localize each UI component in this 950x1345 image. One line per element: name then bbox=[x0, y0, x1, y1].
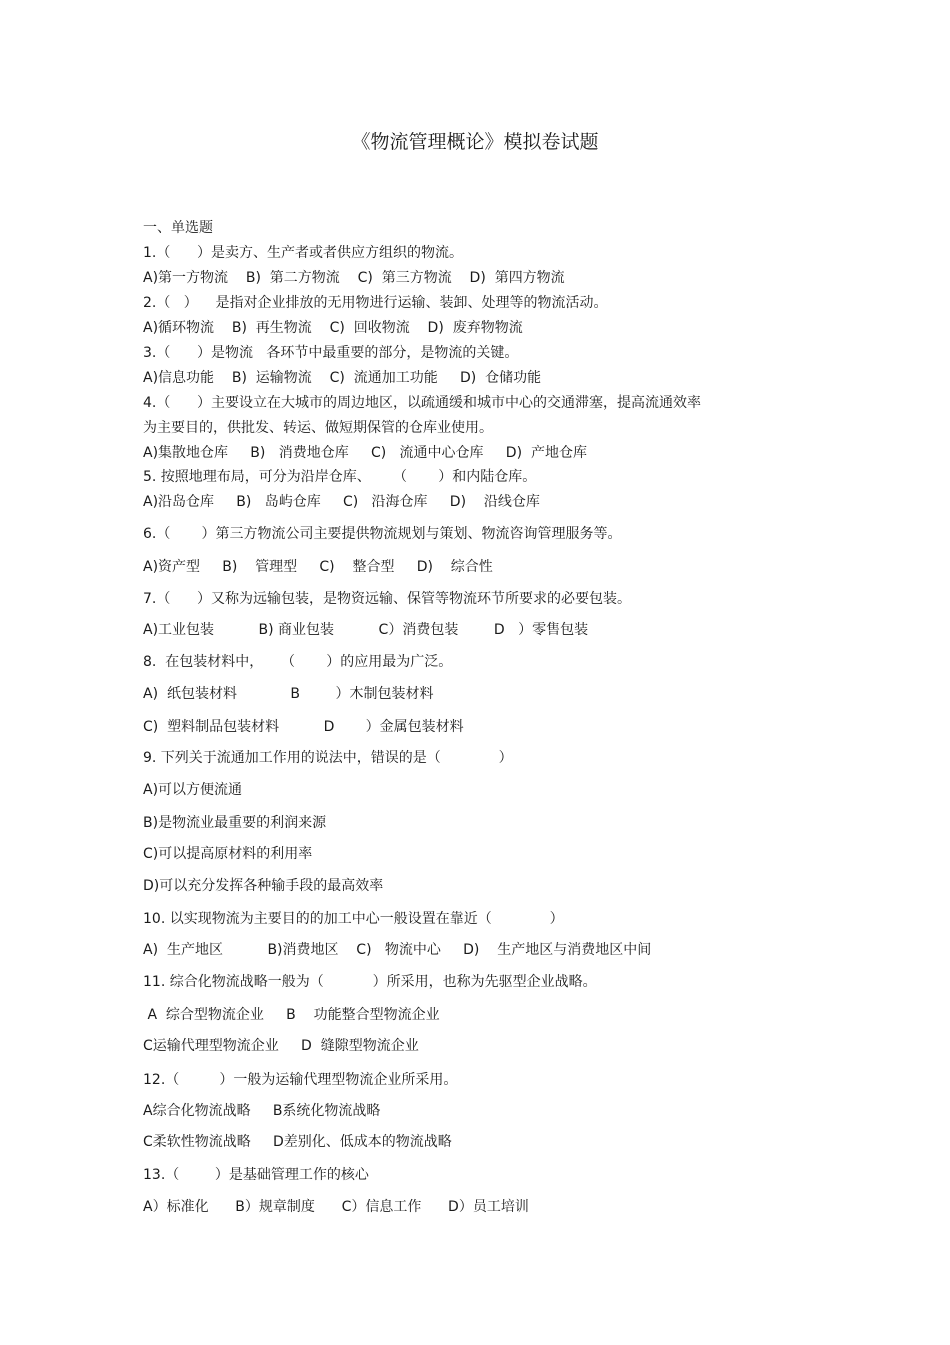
question-7: 7.（ ）又称为远输包装，是物资远输、保管等物流环节所要求的必要包装。 bbox=[143, 591, 632, 607]
question-12-options-ab: A综合化物流战略 B系统化物流战略 bbox=[143, 1103, 381, 1119]
question-5: 5. 按照地理布局，可分为沿岸仓库、 （ ）和内陆仓库。 bbox=[143, 469, 537, 485]
question-4-options: A)集散地仓库 B) 消费地仓库 C) 流通中心仓库 D) 产地仓库 bbox=[143, 445, 587, 461]
question-9: 9. 下列关于流通加工作用的说法中，错误的是（ ） bbox=[143, 750, 513, 766]
question-8-options-ab: A) 纸包装材料 B ）木制包装材料 bbox=[143, 686, 434, 702]
question-5-options: A)沿岛仓库 B) 岛屿仓库 C) 沿海仓库 D) 沿线仓库 bbox=[143, 494, 540, 510]
question-10: 10. 以实现物流为主要目的的加工中心一般设置在靠近（ ） bbox=[143, 911, 564, 927]
question-11-options-cd: C运输代理型物流企业 D 缝隙型物流企业 bbox=[143, 1038, 419, 1054]
question-9-option-a: A)可以方便流通 bbox=[143, 782, 243, 798]
question-4-continued: 为主要目的，供批发、转运、做短期保管的仓库业使用。 bbox=[143, 420, 493, 436]
question-9-option-c: C)可以提高原材料的利用率 bbox=[143, 846, 313, 862]
question-8: 8. 在包装材料中， （ ）的应用最为广泛。 bbox=[143, 654, 453, 670]
question-3-options: A)信息功能 B) 运输物流 C) 流通加工功能 D) 仓储功能 bbox=[143, 370, 542, 386]
question-12: 12.（ ）一般为运输代理型物流企业所采用。 bbox=[143, 1072, 458, 1088]
question-13-options: A）标准化 B）规章制度 C）信息工作 D）员工培训 bbox=[143, 1199, 529, 1215]
question-10-options: A) 生产地区 B)消费地区 C) 物流中心 D) 生产地区与消费地区中间 bbox=[143, 942, 652, 958]
question-2: 2.（ ） 是指对企业排放的无用物进行运输、装卸、处理等的物流活动。 bbox=[143, 295, 608, 311]
question-9-option-b: B)是物流业最重要的利润来源 bbox=[143, 815, 327, 831]
section-heading: 一、单选题 bbox=[143, 220, 213, 236]
question-11-options-ab: A 综合型物流企业 B 功能整合型物流企业 bbox=[143, 1007, 440, 1023]
question-1: 1.（ ）是卖方、生产者或者供应方组织的物流。 bbox=[143, 245, 464, 261]
page-title: 《物流管理概论》模拟卷试题 bbox=[351, 131, 599, 153]
question-12-options-cd: C柔软性物流战略 D差别化、低成本的物流战略 bbox=[143, 1134, 452, 1150]
question-1-options: A)第一方物流 B) 第二方物流 C) 第三方物流 D) 第四方物流 bbox=[143, 270, 565, 286]
question-9-option-d: D)可以充分发挥各种输手段的最高效率 bbox=[143, 878, 384, 894]
question-7-options: A)工业包装 B) 商业包装 C）消费包装 D ）零售包装 bbox=[143, 622, 589, 638]
question-4: 4.（ ）主要设立在大城市的周边地区，以疏通缓和城市中心的交通滞塞，提高流通效率 bbox=[143, 395, 702, 411]
question-6: 6.（ ）第三方物流公司主要提供物流规划与策划、物流咨询管理服务等。 bbox=[143, 526, 622, 542]
question-11: 11. 综合化物流战略一般为（ ）所采用，也称为先驱型企业战略。 bbox=[143, 974, 597, 990]
question-3: 3.（ ）是物流 各环节中最重要的部分，是物流的关键。 bbox=[143, 345, 519, 361]
question-6-options: A)资产型 B) 管理型 C) 整合型 D) 综合性 bbox=[143, 559, 493, 575]
question-2-options: A)循环物流 B) 再生物流 C) 回收物流 D) 废弃物物流 bbox=[143, 320, 523, 336]
question-8-options-cd: C) 塑料制品包装材料 D ）金属包装材料 bbox=[143, 719, 464, 735]
question-13: 13.（ ）是基础管理工作的核心 bbox=[143, 1167, 369, 1183]
